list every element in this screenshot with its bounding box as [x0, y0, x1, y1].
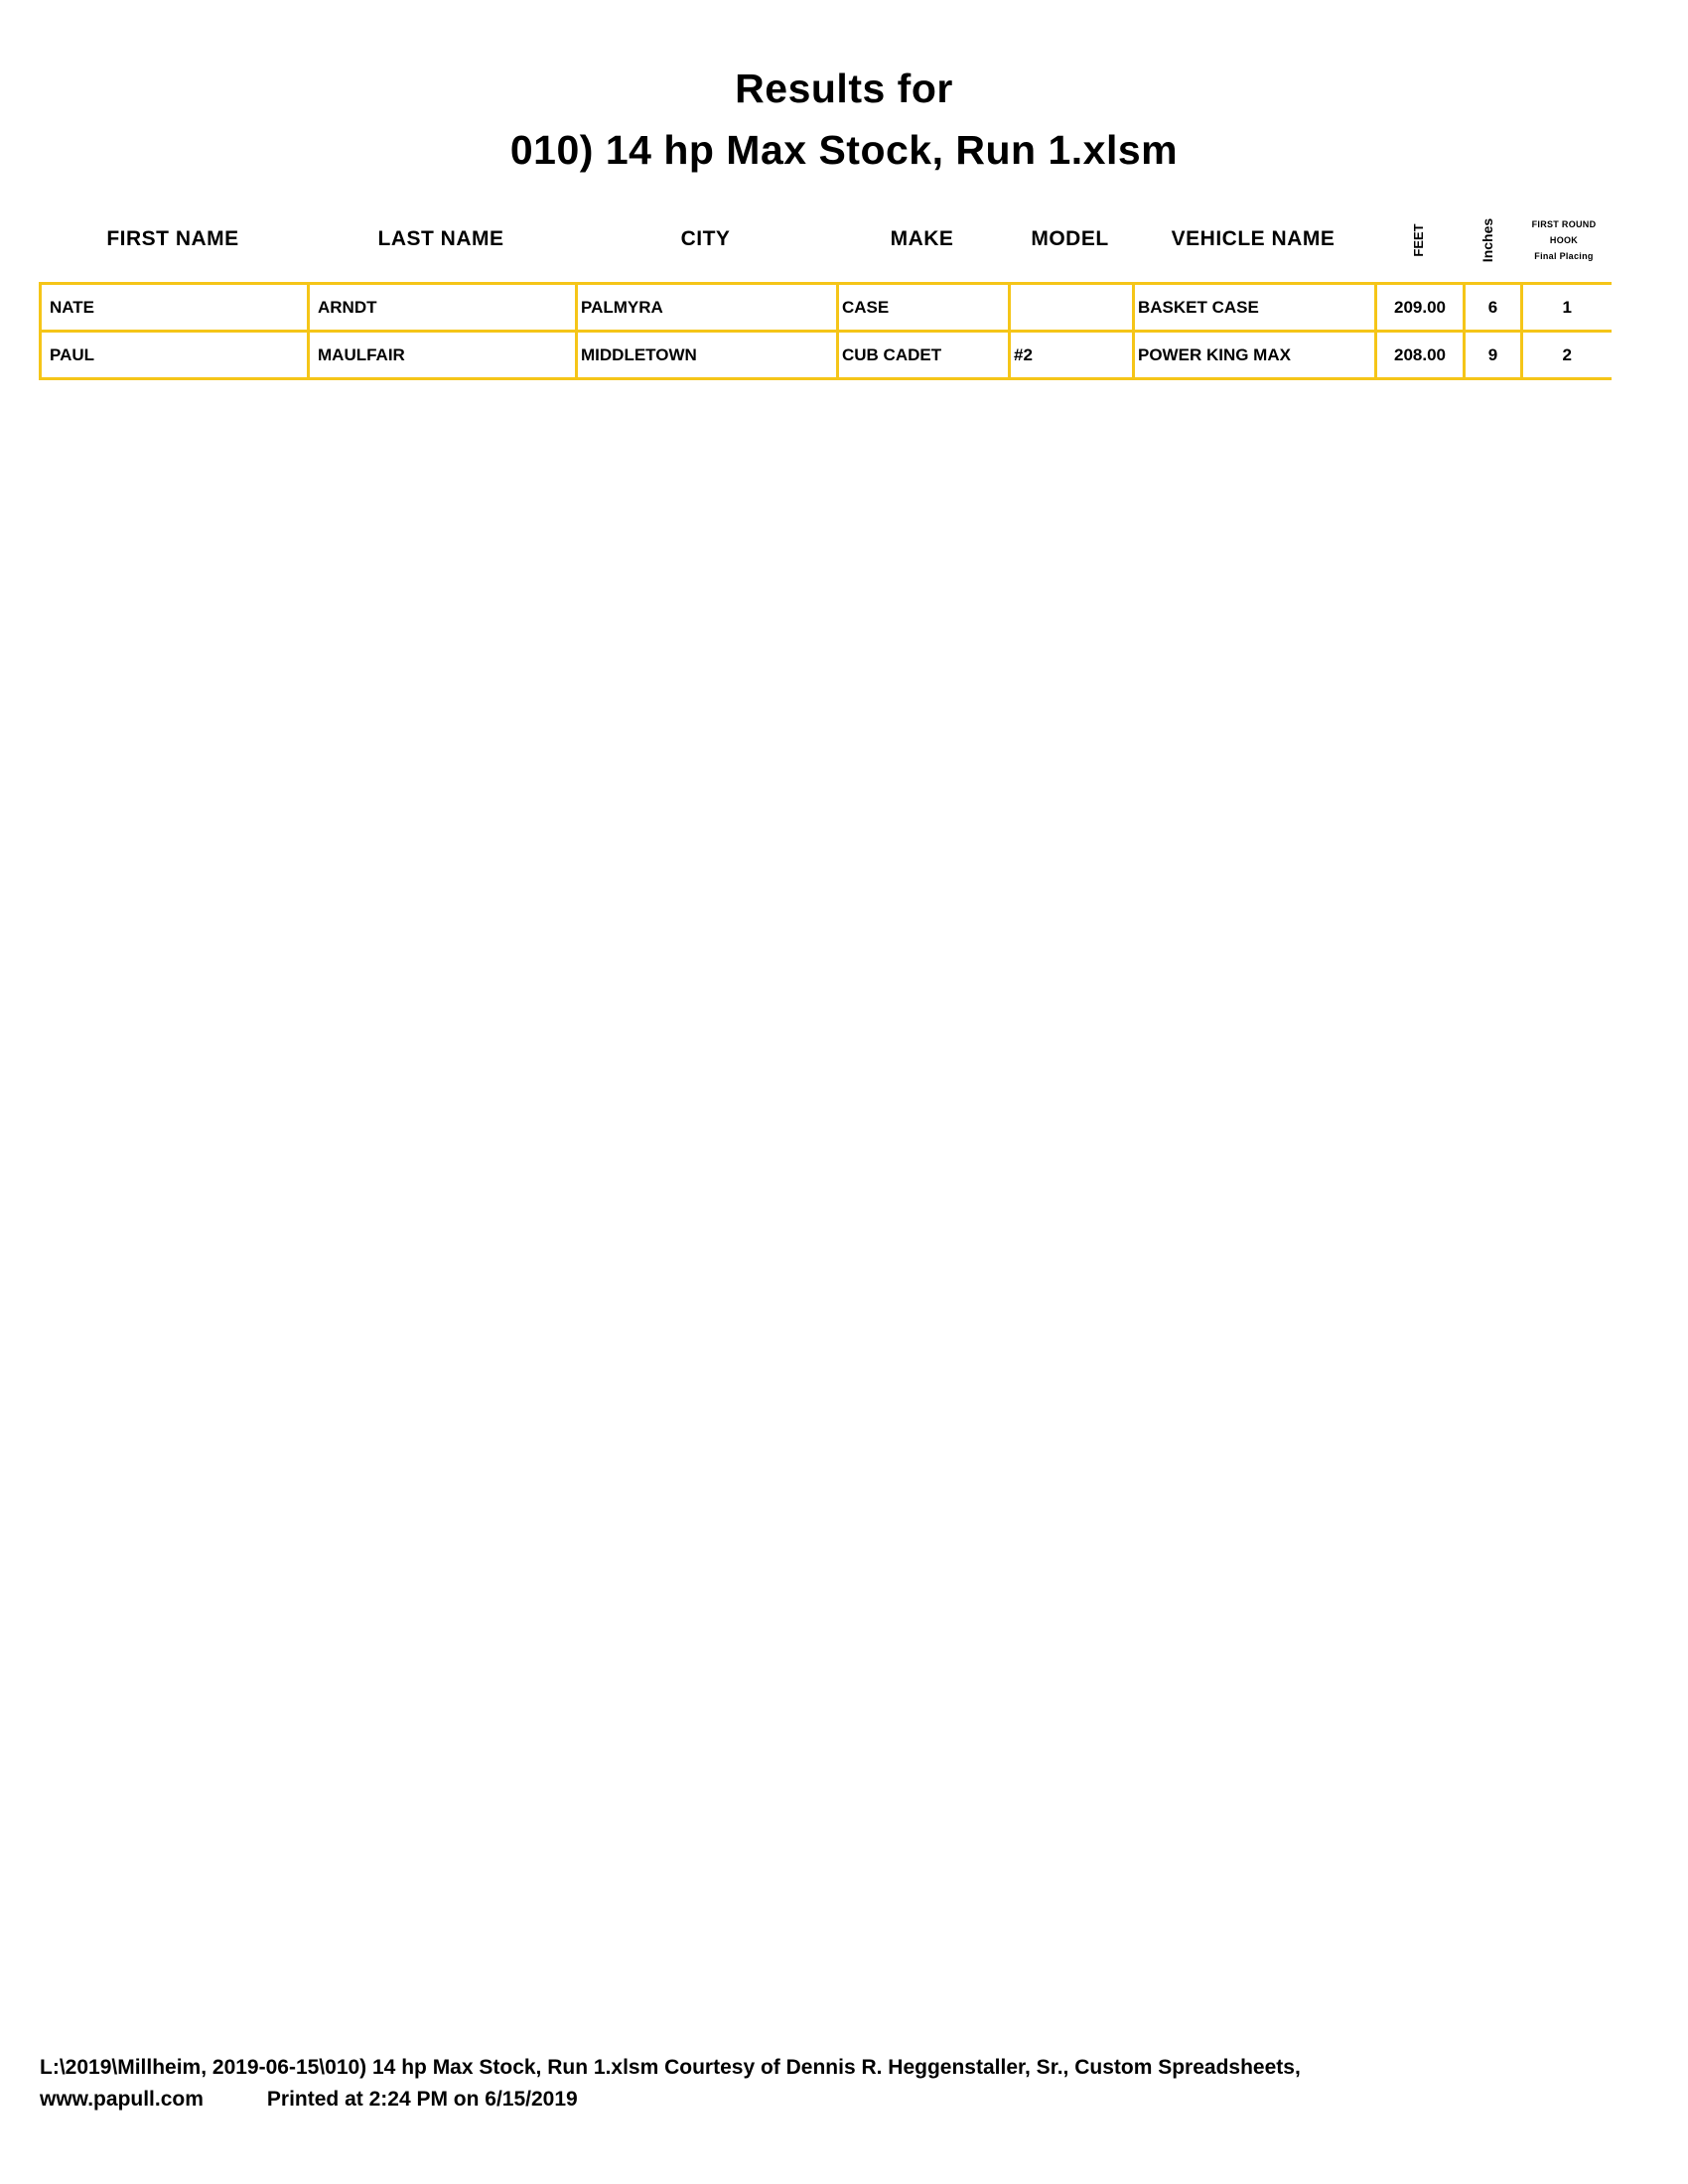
cell-feet: 208.00 — [1376, 332, 1465, 379]
footer-line-2 — [40, 2088, 578, 2112]
header-placing-line-3: Final Placing — [1534, 251, 1594, 261]
header-model: MODEL — [1031, 227, 1109, 250]
cell-feet: 209.00 — [1376, 284, 1465, 332]
header-city: CITY — [680, 227, 731, 250]
cell-inches: 9 — [1465, 332, 1522, 379]
header-last-name: LAST NAME — [377, 227, 504, 250]
header-inches: Inches — [1479, 217, 1495, 263]
cell-inches: 6 — [1465, 284, 1522, 332]
title-line-2: 010) 14 hp Max Stock, Run 1.xlsm — [509, 127, 1179, 173]
cell-placing: 2 — [1522, 332, 1612, 379]
footer-website: www.papull.com — [40, 2088, 204, 2111]
cell-city: PALMYRA — [577, 284, 838, 332]
cell-last-name: MAULFAIR — [309, 332, 577, 379]
header-placing-line-2: HOOK — [1549, 235, 1579, 245]
footer-file-path: L:\2019\Millheim, 2019-06-15\010) 14 hp Max Stock, Run 1.xlsm Courtesy of Dennis R. Heggenstaller, Sr., Custom Spreadsheets, — [40, 2056, 1301, 2079]
cell-city: MIDDLETOWN — [577, 332, 838, 379]
title-line-1: Results for — [735, 66, 953, 111]
header-feet: FEET — [1411, 223, 1426, 257]
header-placing — [1521, 216, 1607, 264]
cell-last-name: ARNDT — [309, 284, 577, 332]
cell-placing: 1 — [1522, 284, 1612, 332]
cell-vehicle-name: POWER KING MAX — [1134, 332, 1376, 379]
results-table — [39, 282, 1612, 380]
table-row — [41, 332, 1612, 379]
cell-vehicle-name: BASKET CASE — [1134, 284, 1376, 332]
cell-make: CASE — [838, 284, 1010, 332]
cell-model: #2 — [1010, 332, 1134, 379]
header-vehicle-name: VEHICLE NAME — [1171, 227, 1336, 250]
cell-first-name: NATE — [41, 284, 309, 332]
header-first-name: FIRST NAME — [106, 227, 239, 250]
header-make: MAKE — [890, 227, 954, 250]
cell-make: CUB CADET — [838, 332, 1010, 379]
header-placing-line-1: FIRST ROUND — [1531, 219, 1597, 229]
footer-printed-time: Printed at 2:24 PM on 6/15/2019 — [266, 2088, 578, 2111]
cell-model — [1010, 284, 1134, 332]
table-row — [41, 284, 1612, 332]
cell-first-name: PAUL — [41, 332, 309, 379]
